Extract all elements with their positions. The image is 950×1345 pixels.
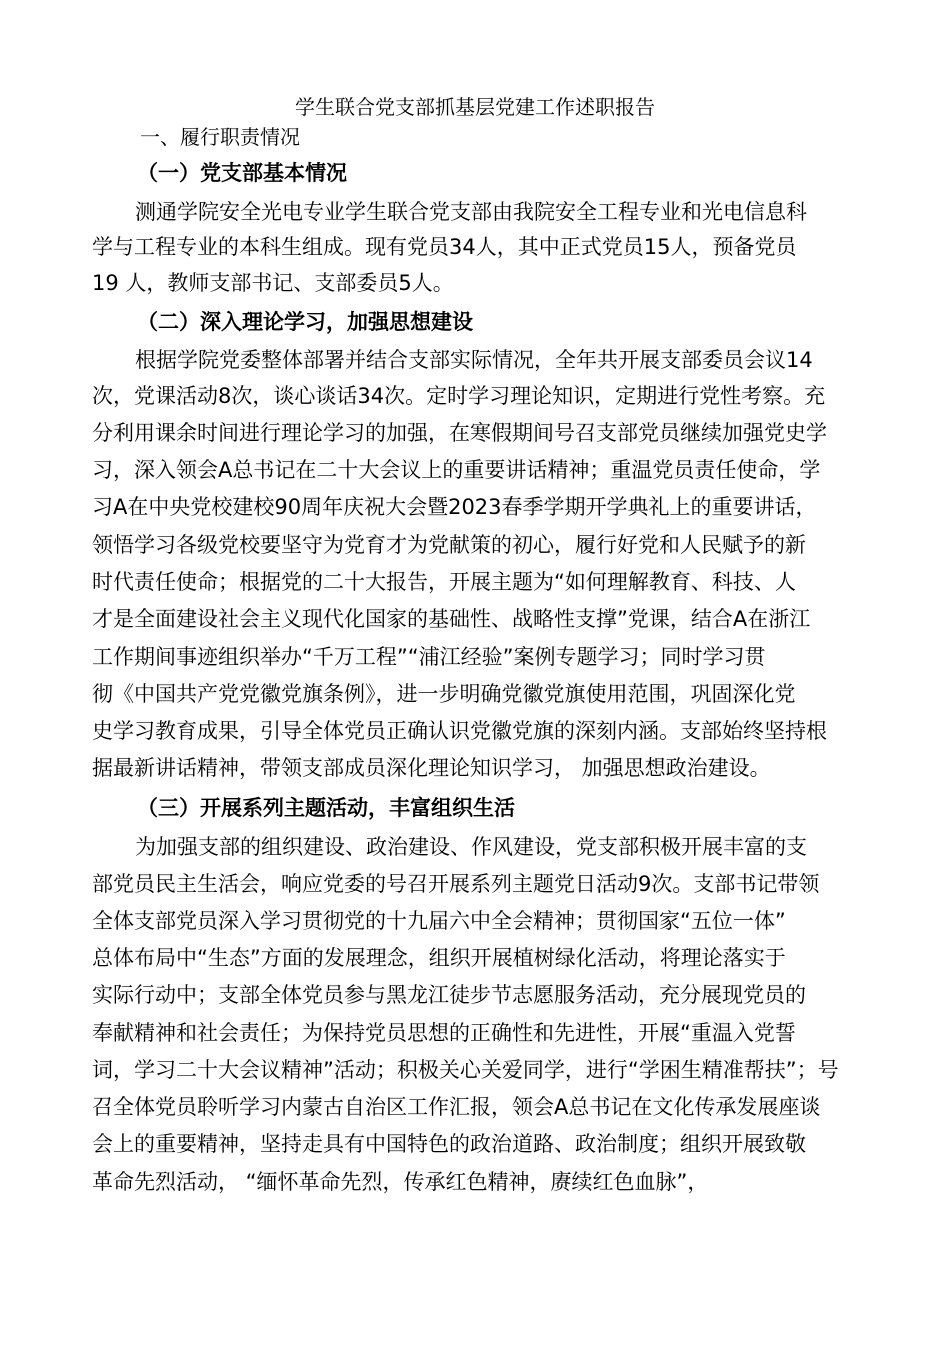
paragraph-line: 实际行动中；支部全体党员参与黑龙江徒步节志愿服务活动，充分展现党员的 xyxy=(92,983,806,1007)
subsection-heading: （一）党支部基本情况 xyxy=(137,161,347,185)
paragraph-line: 词，学习二十大会议精神”活动；积极关心关爱同学，进行“学困生精准帮扶”；号 xyxy=(92,1058,839,1082)
paragraph-line: 习，深入领会A总书记在二十大会议上的重要讲话精神；重温党员责任使命，学 xyxy=(92,458,821,482)
paragraph-line: 革命先烈活动， “缅怀革命先烈，传承红色精神，赓续红色血脉”， xyxy=(92,1170,709,1194)
paragraph-line: 总体布局中“生态”方面的发展理念，组织开展植树绿化活动，将理论落实于 xyxy=(92,946,786,970)
paragraph-line: 史学习教育成果，引导全体党员正确认识党徽党旗的深刻内涵。支部始终坚持根 xyxy=(92,719,827,743)
paragraph-line: 为加强支部的组织建设、政治建设、作风建设，党支部积极开展丰富的支 xyxy=(135,835,807,859)
paragraph-line: 学与工程专业的本科生组成。现有党员34人，其中正式党员15人，预备党员 xyxy=(92,235,797,259)
paragraph-line: 部党员民主生活会，响应党委的号召开展系列主题党日活动9次。支部书记带领 xyxy=(92,872,820,896)
document-title: 学生联合党支部抓基层党建工作述职报告 xyxy=(295,95,655,119)
paragraph-line: 19 人，教师支部书记、支部委员5人。 xyxy=(92,271,454,295)
paragraph-line: 全体支部党员深入学习贯彻党的十九届六中全会精神；贯彻国家“五位一体” xyxy=(92,909,786,933)
paragraph-line: 根据学院党委整体部署并结合支部实际情况，全年共开展支部委员会议14 xyxy=(135,348,813,372)
paragraph-line: 奉献精神和社会责任；为保持党员思想的正确性和先进性，开展“重温入党誓 xyxy=(92,1021,796,1045)
paragraph-line: 时代责任使命；根据党的二十大报告，开展主题为“如何理解教育、科技、人 xyxy=(92,570,796,594)
paragraph-line: 分利用课余时间进行理论学习的加强，在寒假期间号召支部党员继续加强党史学 xyxy=(92,421,827,445)
paragraph-line: 工作期间事迹组织举办“千万工程”“浦江经验”案例专题学习；同时学习贯 xyxy=(92,645,766,669)
paragraph-line: 才是全面建设社会主义现代化国家的基础性、战略性支撑”党课，结合A在浙江 xyxy=(92,607,811,631)
paragraph-line: 次，党课活动8次，谈心谈话34次。定时学习理论知识，定期进行党性考察。充 xyxy=(92,384,826,408)
paragraph-line: 习A在中央党校建校90周年庆祝大会暨2023春季学期开学典礼上的重要讲话， xyxy=(92,495,817,519)
paragraph-line: 召全体党员聆听学习内蒙古自治区工作汇报，领会A总书记在文化传承发展座谈 xyxy=(92,1095,821,1119)
paragraph-line: 彻《中国共产党党徽党旗条例》，进一步明确党徽党旗使用范围，巩固深化党 xyxy=(92,682,796,706)
section-heading: 一、履行职责情况 xyxy=(140,125,300,149)
paragraph-line: 测通学院安全光电专业学生联合党支部由我院安全工程专业和光电信息科 xyxy=(135,200,807,224)
subsection-heading: （二）深入理论学习，加强思想建设 xyxy=(137,310,473,334)
paragraph-line: 据最新讲话精神，带领支部成员深化理论知识学习， 加强思想政治建设。 xyxy=(92,756,771,780)
paragraph-line: 会上的重要精神，坚持走具有中国特色的政治道路、政治制度；组织开展致敬 xyxy=(92,1132,806,1156)
subsection-heading: （三）开展系列主题活动，丰富组织生活 xyxy=(137,796,515,820)
paragraph-line: 领悟学习各级党校要坚守为党育才为党献策的初心，履行好党和人民赋予的新 xyxy=(92,533,806,557)
